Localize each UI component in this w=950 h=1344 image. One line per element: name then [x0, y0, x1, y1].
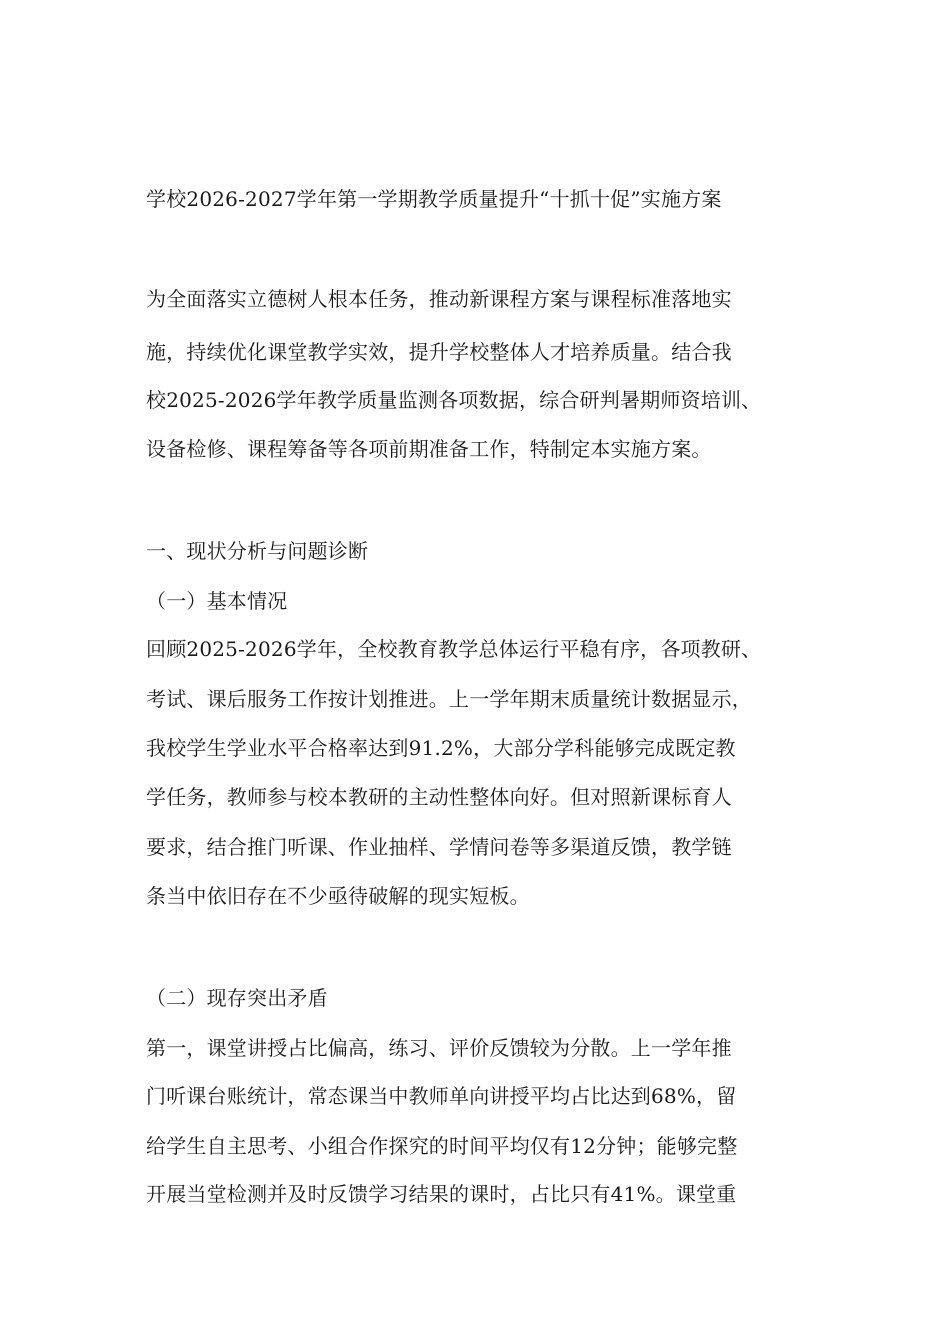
intro-line: 设备检修、课程筹备等各项前期准备工作，特制定本实施方案。	[146, 437, 712, 461]
paragraph-line: 我校学生学业水平合格率达到91.2%，大部分学科能够完成既定教	[146, 736, 736, 760]
section-heading: 一、现状分析与问题诊断	[146, 539, 369, 563]
paragraph-line: 考试、课后服务工作按计划推进。上一学年期末质量统计数据显示，	[146, 687, 752, 711]
paragraph-line: 要求，结合推门听课、作业抽样、学情问卷等多渠道反馈，教学链	[146, 835, 732, 859]
paragraph-line: 门听课台账统计，常态课当中教师单向讲授平均占比达到68%，留	[146, 1084, 737, 1108]
paragraph-line: 给学生自主思考、小组合作探究的时间平均仅有12分钟；能够完整	[146, 1134, 738, 1158]
intro-line: 施，持续优化课堂教学实效，提升学校整体人才培养质量。结合我	[146, 340, 732, 364]
paragraph-line: 第一，课堂讲授占比偏高，练习、评价反馈较为分散。上一学年推	[146, 1036, 732, 1060]
paragraph-line: 回顾2025-2026学年，全校教育教学总体运行平稳有序，各项教研、	[146, 637, 762, 661]
subsection-heading: （二）现存突出矛盾	[146, 986, 328, 1010]
paragraph-line: 学任务，教师参与校本教研的主动性整体向好。但对照新课标育人	[146, 785, 732, 809]
document-title: 学校2026-2027学年第一学期教学质量提升“十抓十促”实施方案	[146, 187, 722, 211]
paragraph-line: 条当中依旧存在不少亟待破解的现实短板。	[146, 884, 530, 908]
intro-line: 校2025-2026学年教学质量监测各项数据，综合研判暑期师资培训、	[146, 388, 762, 412]
paragraph-line: 开展当堂检测并及时反馈学习结果的课时，占比只有41%。课堂重	[146, 1182, 737, 1206]
subsection-heading: （一）基本情况	[146, 589, 288, 613]
intro-line: 为全面落实立德树人根本任务，推动新课程方案与课程标准落地实	[146, 287, 732, 311]
